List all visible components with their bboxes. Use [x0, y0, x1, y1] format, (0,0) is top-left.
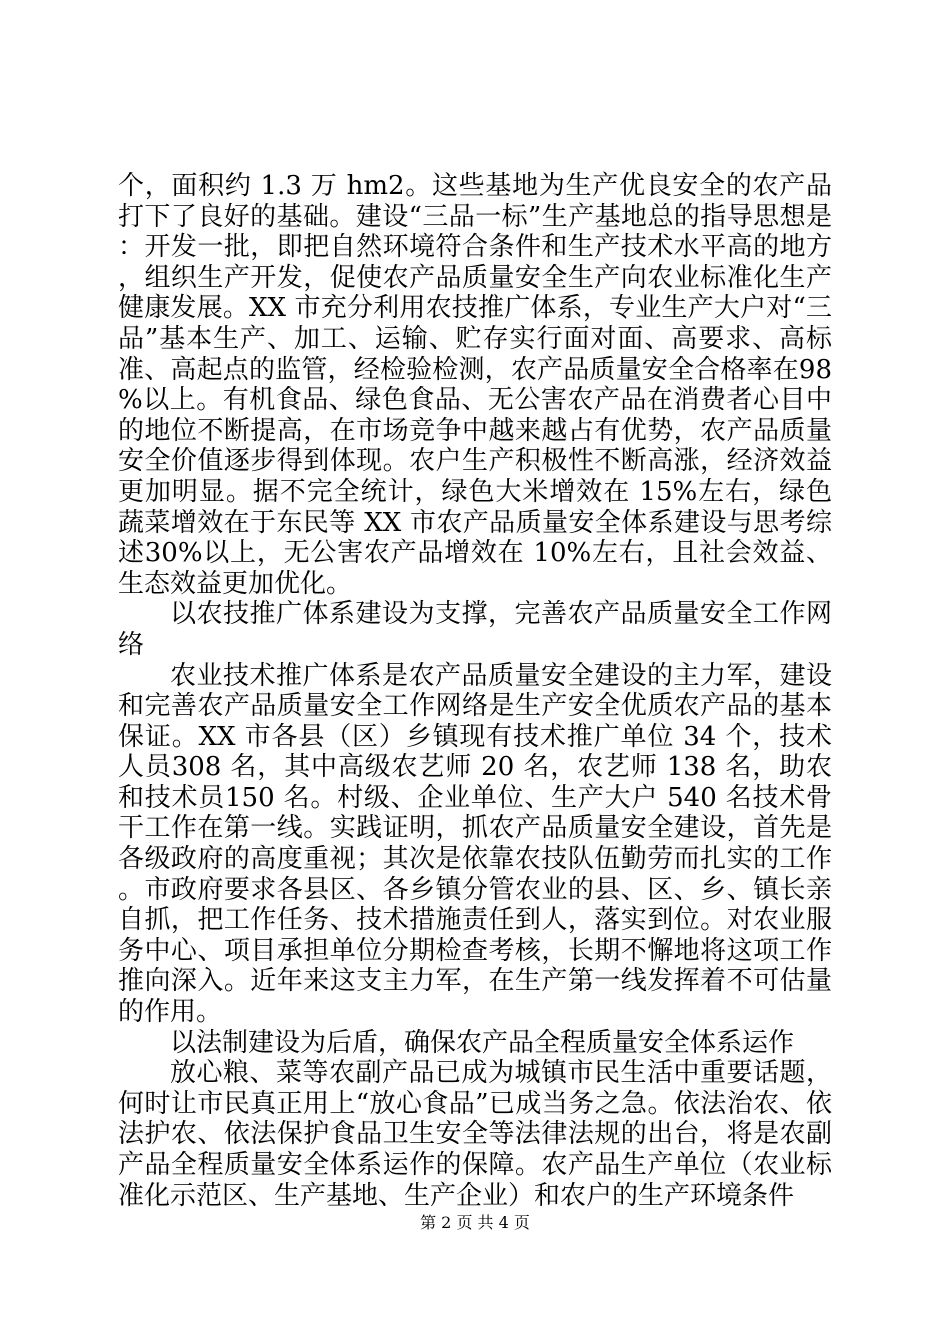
paragraph-safe-food: 放心粮、菜等农副产品已成为城镇市民生活中重要话题，何时让市民真正用上“放心食品”已成当务之急。依法治农、依法护农、依法保护食品卫生安全等法律法规的出台，将是农副产品全程质量安全体系运作的保障。农产品生产单位（农业标准化示范区、生产基地、生产企业）和农户的生产环境条件: [118, 1058, 832, 1211]
page-number-footer: 第 2 页 共 4 页: [420, 1213, 530, 1232]
section-heading-legal-system: 以法制建设为后盾，确保农产品全程质量安全体系运作: [170, 1027, 795, 1058]
paragraph-continued: 个，面积约 1.3 万 hm2。这些基地为生产优良安全的农产品打下了良好的基础。建设“三品一标”生产基地总的指导思想是：开发一批，即把自然环境符合条件和生产技术水平高的地方，组织生产开发，促使农产品质量安全生产向农业标准化生产健康发展。XX 市充分利用农技推广体系，专业生产大户对“三品”基本生产、加工、运输、贮存实行面对面、高要求、高标准、高起点的监管，经检验检测，农产品质量安全合格率在98%以上。有机食品、绿色食品、无公害农产品在消费者心目中的地位不断提高，在市场竞争中越来越占有优势，农产品质量安全价值逐步得到体现。农户生产积极性不断高涨，经济效益更加明显。据不完全统计，绿色大米增效在 15%左右，绿色蔬菜增效在于东民等 XX 市农产品质量安全体系建设与思考综述30%以上，无公害农产品增效在 10%左右，且社会效益、生态效益更加优化。: [118, 171, 832, 599]
body-text: [118, 171, 832, 1211]
section-heading-extension-network: 以农技推广体系建设为支撑，完善农产品质量安全工作网络: [118, 599, 832, 660]
paragraph-extension-system: 农业技术推广体系是农产品质量安全建设的主力军，建设和完善农产品质量安全工作网络是生产安全优质农产品的基本保证。XX 市各县（区）乡镇现有技术推广单位 34 个，技术人员308 名，其中高级农艺师 20 名，农艺师 138 名，助农和技术员150 名。村级、企业单位、生产大户 540 名技术骨干工作在第一线。实践证明，抓农产品质量安全建设，首先是各级政府的高度重视；其次是依靠农技队伍勤劳而扎实的工作。市政府要求各县区、各乡镇分管农业的县、区、乡、镇长亲自抓，把工作任务、技术措施责任到人，落实到位。对农业服务中心、项目承担单位分期检查考核，长期不懈地将这项工作推向深入。近年来这支主力军，在生产第一线发挥着不可估量的作用。: [118, 660, 832, 1028]
